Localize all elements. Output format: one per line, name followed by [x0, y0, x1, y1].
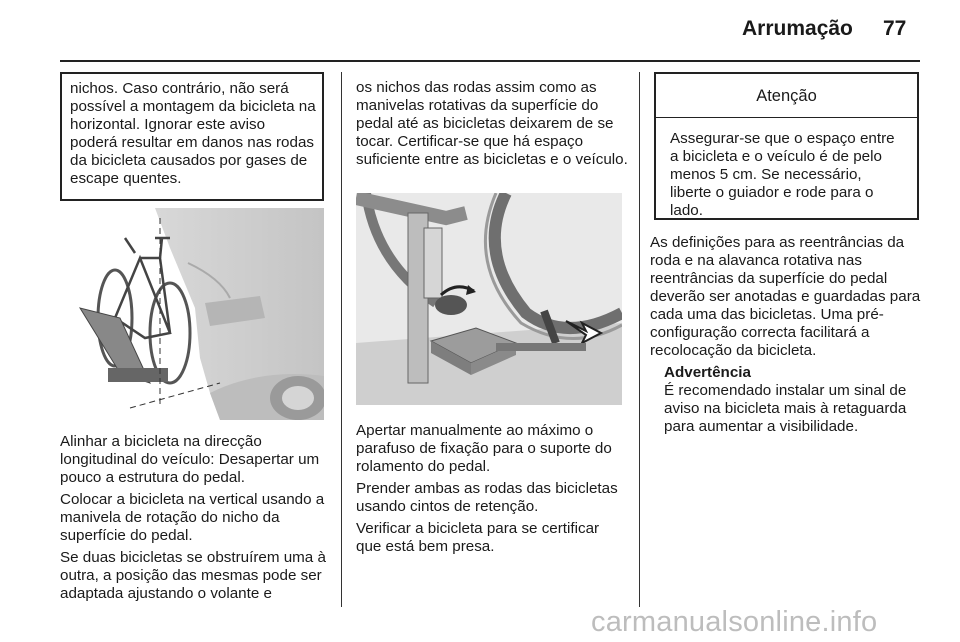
page-title: Arrumação — [742, 17, 853, 40]
note-text: nichos. Caso contrário, não será possível a montagem da bicicleta na horizontal. Ignorar este aviso poderá resultar em danos nas rodas da bicicleta causados por gases de escape quentes. — [70, 80, 316, 187]
pedal-clamp-drawing — [356, 193, 622, 405]
column-divider-2 — [639, 72, 640, 607]
advice-title: Advertência — [664, 364, 751, 381]
warning-text: Assegurar-se que o espaço entre a bicicleta e o veículo é de pelo menos 5 cm. Se necessário, liberte o guiador e rode para o lado. — [670, 130, 895, 219]
paragraph-tighten-screw: Apertar manualmente ao máximo o parafuso de fixação para o suporte do rolamento do pedal. — [356, 422, 612, 475]
advice-section — [664, 364, 926, 436]
header-rule — [60, 60, 920, 62]
paragraph-two-bikes: Se duas bicicletas se obstruírem uma à outra, a posição das mesmas pode ser adaptada ajustando o volante e — [60, 549, 326, 602]
illustration-pedal-clamp — [356, 193, 622, 405]
watermark: carmanualsonline.info — [591, 606, 878, 638]
page-number: 77 — [883, 17, 907, 40]
note-box — [60, 72, 324, 201]
advice-text: É recomendado instalar um sinal de aviso na bicicleta mais à retaguarda para aumentar a visibilidade. — [664, 382, 907, 435]
paragraph-vertical-bike: Colocar a bicicleta na vertical usando a manivela de rotação do nicho da superfície do pedal. — [60, 491, 325, 544]
paragraph-settings: As definições para as reentrâncias da roda e na alavanca rotativa nas reentrâncias da superfície do pedal deverão ser anotadas e guardadas para cada uma das bicicletas. Uma pré-configuração correcta facilitará a recolocação da bicicleta. — [650, 234, 921, 359]
paragraph-verify-bike: Verificar a bicicleta para se certificar que está bem presa. — [356, 520, 600, 555]
paragraph-align-bike: Alinhar a bicicleta na direcção longitudinal do veículo: Desapertar um pouco a estrutura do pedal. — [60, 433, 320, 486]
warning-title: Atenção — [656, 74, 917, 118]
paragraph-wheel-niches: os nichos das rodas assim como as manivelas rotativas da superfície do pedal até as bicicletas deixarem de se tocar. Certificar-se que há espaço suficiente entre as bicicletas e o veículo. — [356, 79, 628, 168]
warning-box — [654, 72, 919, 220]
paragraph-fasten-wheels: Prender ambas as rodas das bicicletas usando cintos de retenção. — [356, 480, 618, 515]
illustration-bike-on-carrier — [60, 208, 324, 420]
column-divider-1 — [341, 72, 342, 607]
bike-carrier-drawing — [60, 208, 324, 420]
